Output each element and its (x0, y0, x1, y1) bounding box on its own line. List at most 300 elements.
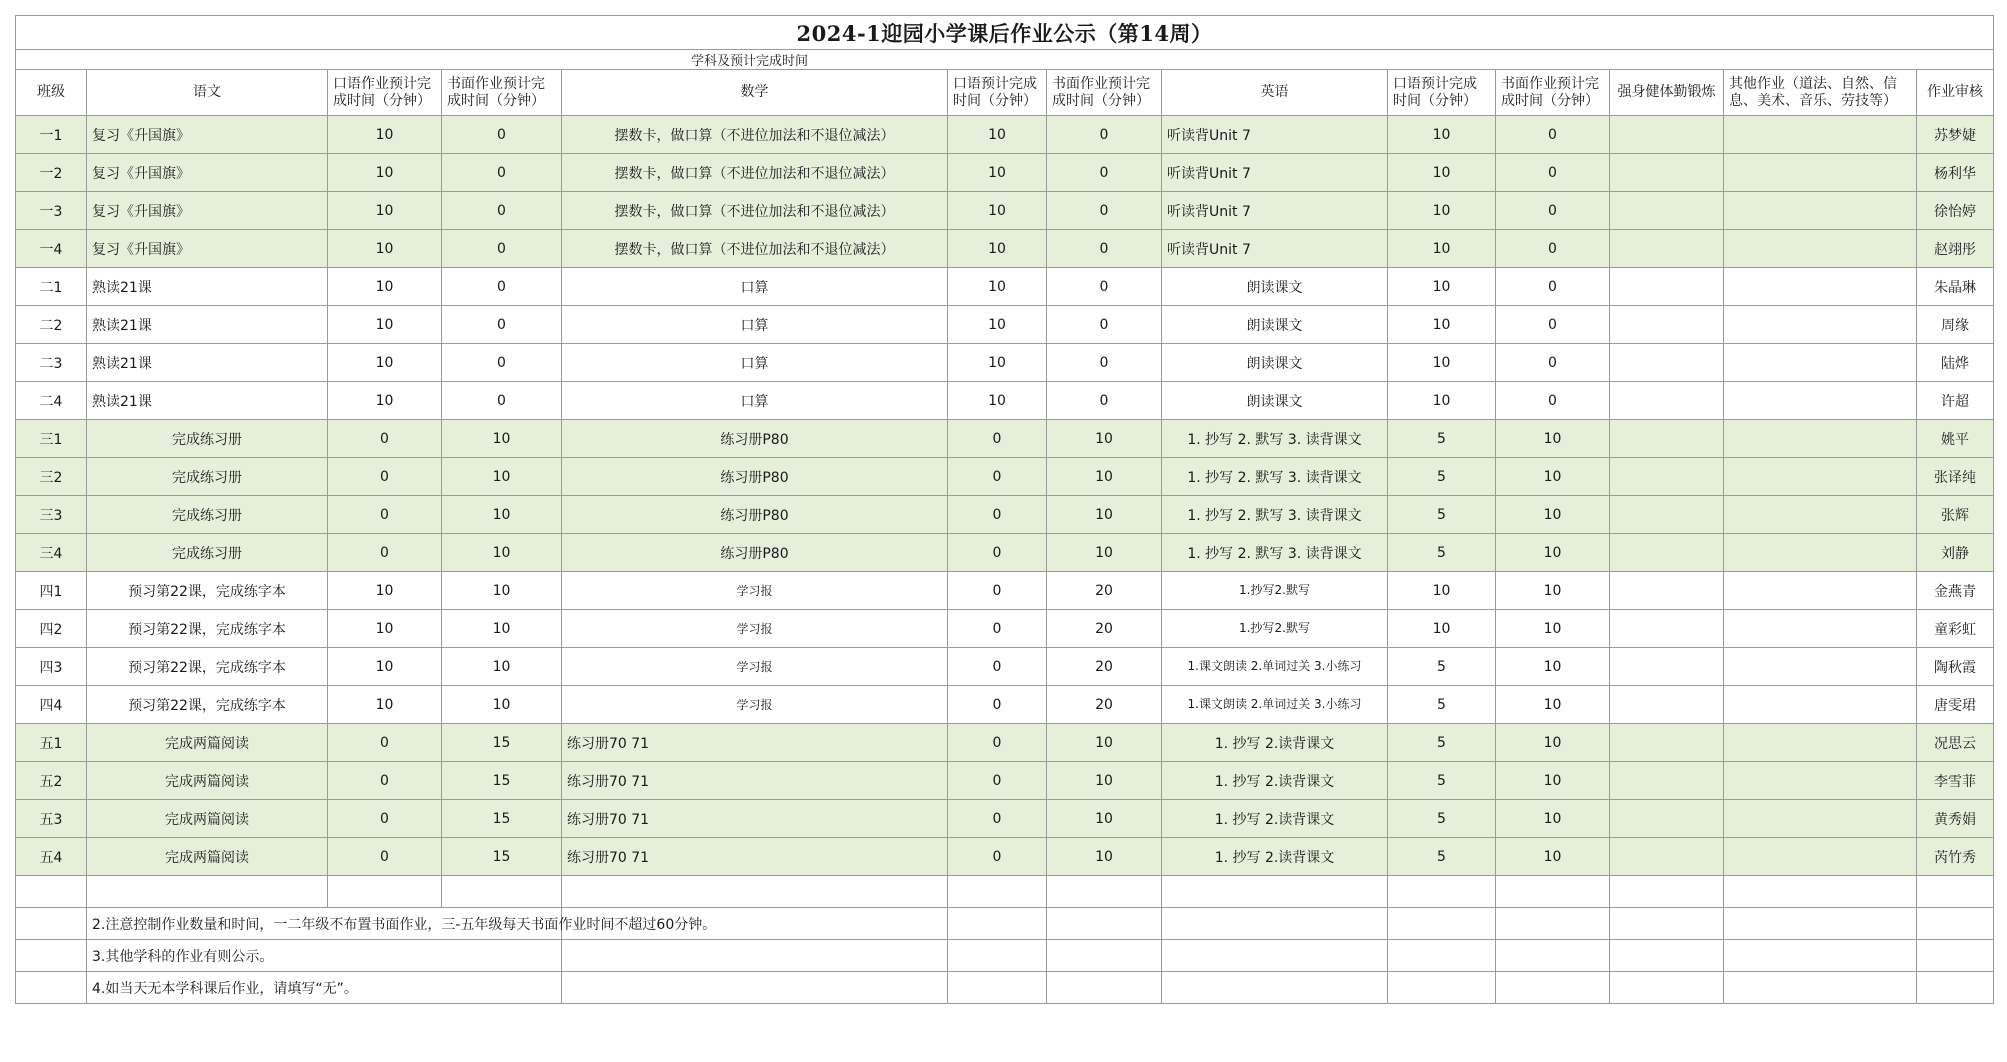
class-cell: 三4 (16, 534, 87, 572)
class-cell: 二4 (16, 382, 87, 420)
note-empty-cell (1496, 940, 1610, 972)
other-cell (1724, 534, 1917, 572)
note-empty-cell (1047, 972, 1162, 1004)
math-cell: 学习报 (562, 686, 948, 724)
class-cell: 二1 (16, 268, 87, 306)
math-oral-cell: 0 (948, 800, 1047, 838)
table-row (16, 534, 1994, 572)
english-written-cell: 10 (1496, 800, 1610, 838)
math-oral-cell: 0 (948, 686, 1047, 724)
header-other: 其他作业（道法、自然、信息、美术、音乐、劳技等） (1724, 70, 1917, 116)
math-cell: 练习册P80 (562, 458, 948, 496)
chinese-written-cell: 10 (442, 610, 562, 648)
blank-cell (87, 876, 328, 908)
other-cell (1724, 268, 1917, 306)
header-english: 英语 (1162, 70, 1388, 116)
chinese-oral-cell: 0 (328, 420, 442, 458)
homework-table (15, 15, 1994, 1004)
note-empty-cell (1388, 940, 1496, 972)
class-cell: 一3 (16, 192, 87, 230)
english-cell: 1. 抄写 2.读背课文 (1162, 724, 1388, 762)
table-row (16, 268, 1994, 306)
reviewer-cell: 姚平 (1917, 420, 1994, 458)
table-row (16, 382, 1994, 420)
english-oral-cell: 10 (1388, 116, 1496, 154)
note-empty-cell (1388, 972, 1496, 1004)
english-oral-cell: 5 (1388, 724, 1496, 762)
math-oral-cell: 0 (948, 762, 1047, 800)
chinese-written-cell: 10 (442, 648, 562, 686)
blank-cell (442, 876, 562, 908)
blank-cell (1610, 876, 1724, 908)
note-empty-cell (1610, 908, 1724, 940)
english-cell: 朗读课文 (1162, 268, 1388, 306)
english-oral-cell: 5 (1388, 458, 1496, 496)
english-written-cell: 0 (1496, 344, 1610, 382)
math-cell: 练习册70 71 (562, 724, 948, 762)
other-cell (1724, 230, 1917, 268)
header-review: 作业审核 (1917, 70, 1994, 116)
note-empty-cell (562, 972, 948, 1004)
math-oral-cell: 0 (948, 724, 1047, 762)
math-written-cell: 10 (1047, 800, 1162, 838)
header-math-written: 书面作业预计完成时间（分钟） (1047, 70, 1162, 116)
reviewer-cell: 李雪菲 (1917, 762, 1994, 800)
header-pe: 强身健体勤锻炼 (1610, 70, 1724, 116)
table-row (16, 116, 1994, 154)
chinese-cell: 完成练习册 (87, 420, 328, 458)
blank-cell (1724, 876, 1917, 908)
math-oral-cell: 0 (948, 610, 1047, 648)
english-oral-cell: 5 (1388, 838, 1496, 876)
english-cell: 1.抄写2.默写 (1162, 610, 1388, 648)
math-written-cell: 20 (1047, 572, 1162, 610)
math-cell: 学习报 (562, 648, 948, 686)
chinese-oral-cell: 10 (328, 610, 442, 648)
class-cell: 四3 (16, 648, 87, 686)
chinese-oral-cell: 10 (328, 344, 442, 382)
pe-cell (1610, 344, 1724, 382)
chinese-oral-cell: 10 (328, 192, 442, 230)
reviewer-cell: 周缘 (1917, 306, 1994, 344)
chinese-cell: 预习第22课，完成练字本 (87, 572, 328, 610)
chinese-oral-cell: 10 (328, 648, 442, 686)
math-cell: 摆数卡，做口算（不进位加法和不退位减法） (562, 192, 948, 230)
math-cell: 练习册P80 (562, 420, 948, 458)
english-oral-cell: 5 (1388, 496, 1496, 534)
table-row (16, 800, 1994, 838)
english-written-cell: 10 (1496, 572, 1610, 610)
english-written-cell: 0 (1496, 306, 1610, 344)
note-spacer (16, 940, 87, 972)
english-oral-cell: 5 (1388, 800, 1496, 838)
header-chinese: 语文 (87, 70, 328, 116)
math-oral-cell: 0 (948, 648, 1047, 686)
chinese-cell: 完成两篇阅读 (87, 724, 328, 762)
note-empty-cell (1047, 908, 1162, 940)
note-text: 2.注意控制作业数量和时间，一二年级不布置书面作业，三-五年级每天书面作业时间不超过60分钟。 (87, 908, 562, 940)
reviewer-cell: 张译纯 (1917, 458, 1994, 496)
math-oral-cell: 10 (948, 382, 1047, 420)
english-cell: 1.课文朗读 2.单词过关 3.小练习 (1162, 686, 1388, 724)
header-math: 数学 (562, 70, 948, 116)
chinese-oral-cell: 0 (328, 800, 442, 838)
note-empty-cell (1162, 940, 1388, 972)
reviewer-cell: 唐雯珺 (1917, 686, 1994, 724)
english-oral-cell: 5 (1388, 534, 1496, 572)
pe-cell (1610, 762, 1724, 800)
chinese-oral-cell: 10 (328, 230, 442, 268)
reviewer-cell: 许超 (1917, 382, 1994, 420)
homework-sheet (15, 15, 1994, 1004)
pe-cell (1610, 382, 1724, 420)
english-written-cell: 0 (1496, 230, 1610, 268)
reviewer-cell: 刘静 (1917, 534, 1994, 572)
class-cell: 三2 (16, 458, 87, 496)
math-written-cell: 10 (1047, 534, 1162, 572)
chinese-oral-cell: 0 (328, 496, 442, 534)
chinese-cell: 熟读21课 (87, 268, 328, 306)
blank-cell (328, 876, 442, 908)
pe-cell (1610, 648, 1724, 686)
math-oral-cell: 10 (948, 344, 1047, 382)
note-empty-cell (1496, 908, 1610, 940)
math-cell: 练习册P80 (562, 496, 948, 534)
class-cell: 五1 (16, 724, 87, 762)
chinese-written-cell: 0 (442, 116, 562, 154)
sheet-title: 2024-1迎园小学课后作业公示（第14周） (16, 16, 1994, 50)
chinese-oral-cell: 0 (328, 458, 442, 496)
english-cell: 1. 抄写 2. 默写 3. 读背课文 (1162, 420, 1388, 458)
pe-cell (1610, 724, 1724, 762)
other-cell (1724, 838, 1917, 876)
chinese-written-cell: 10 (442, 420, 562, 458)
table-row (16, 192, 1994, 230)
chinese-written-cell: 10 (442, 534, 562, 572)
subtitle: 学科及预计完成时间 (16, 50, 1994, 70)
chinese-written-cell: 10 (442, 686, 562, 724)
pe-cell (1610, 572, 1724, 610)
header-math-oral: 口语预计完成时间（分钟） (948, 70, 1047, 116)
english-written-cell: 10 (1496, 686, 1610, 724)
table-row (16, 344, 1994, 382)
reviewer-cell: 赵翊彤 (1917, 230, 1994, 268)
other-cell (1724, 382, 1917, 420)
english-written-cell: 10 (1496, 420, 1610, 458)
table-row (16, 648, 1994, 686)
class-cell: 五3 (16, 800, 87, 838)
chinese-cell: 预习第22课，完成练字本 (87, 610, 328, 648)
note-empty-cell (948, 972, 1047, 1004)
english-written-cell: 0 (1496, 382, 1610, 420)
note-row (16, 908, 1994, 940)
class-cell: 一1 (16, 116, 87, 154)
english-cell: 1.抄写2.默写 (1162, 572, 1388, 610)
header-eng-oral: 口语预计完成时间（分钟） (1388, 70, 1496, 116)
math-oral-cell: 10 (948, 230, 1047, 268)
title-row (16, 16, 1994, 50)
header-written-time: 书面作业预计完成时间（分钟） (442, 70, 562, 116)
english-oral-cell: 10 (1388, 230, 1496, 268)
math-written-cell: 0 (1047, 230, 1162, 268)
chinese-written-cell: 0 (442, 268, 562, 306)
note-empty-cell (1917, 940, 1994, 972)
math-cell: 摆数卡，做口算（不进位加法和不退位减法） (562, 154, 948, 192)
other-cell (1724, 192, 1917, 230)
other-cell (1724, 686, 1917, 724)
math-cell: 学习报 (562, 610, 948, 648)
math-oral-cell: 10 (948, 192, 1047, 230)
reviewer-cell: 朱晶琳 (1917, 268, 1994, 306)
english-oral-cell: 10 (1388, 344, 1496, 382)
chinese-written-cell: 15 (442, 762, 562, 800)
chinese-oral-cell: 0 (328, 724, 442, 762)
chinese-cell: 完成练习册 (87, 458, 328, 496)
class-cell: 三3 (16, 496, 87, 534)
chinese-oral-cell: 10 (328, 268, 442, 306)
chinese-written-cell: 0 (442, 382, 562, 420)
pe-cell (1610, 116, 1724, 154)
pe-cell (1610, 306, 1724, 344)
other-cell (1724, 572, 1917, 610)
chinese-oral-cell: 10 (328, 382, 442, 420)
math-written-cell: 10 (1047, 762, 1162, 800)
english-written-cell: 0 (1496, 116, 1610, 154)
table-row (16, 838, 1994, 876)
english-cell: 1. 抄写 2.读背课文 (1162, 838, 1388, 876)
note-empty-cell (1162, 972, 1388, 1004)
class-cell: 一2 (16, 154, 87, 192)
chinese-written-cell: 0 (442, 306, 562, 344)
note-text: 3.其他学科的作业有则公示。 (87, 940, 562, 972)
math-written-cell: 0 (1047, 344, 1162, 382)
class-cell: 四2 (16, 610, 87, 648)
chinese-written-cell: 15 (442, 724, 562, 762)
english-written-cell: 10 (1496, 838, 1610, 876)
blank-cell (562, 876, 948, 908)
class-cell: 二2 (16, 306, 87, 344)
note-empty-cell (1917, 908, 1994, 940)
english-cell: 听读背Unit 7 (1162, 230, 1388, 268)
english-cell: 1. 抄写 2.读背课文 (1162, 800, 1388, 838)
class-cell: 四4 (16, 686, 87, 724)
english-written-cell: 0 (1496, 154, 1610, 192)
other-cell (1724, 458, 1917, 496)
chinese-cell: 熟读21课 (87, 382, 328, 420)
chinese-cell: 复习《升国旗》 (87, 116, 328, 154)
math-cell: 摆数卡，做口算（不进位加法和不退位减法） (562, 116, 948, 154)
pe-cell (1610, 154, 1724, 192)
chinese-oral-cell: 0 (328, 838, 442, 876)
math-written-cell: 0 (1047, 382, 1162, 420)
table-row (16, 306, 1994, 344)
chinese-oral-cell: 10 (328, 154, 442, 192)
english-oral-cell: 5 (1388, 648, 1496, 686)
math-written-cell: 0 (1047, 192, 1162, 230)
english-oral-cell: 5 (1388, 420, 1496, 458)
subtitle-row (16, 50, 1994, 70)
other-cell (1724, 800, 1917, 838)
math-cell: 学习报 (562, 572, 948, 610)
note-empty-cell (1724, 972, 1917, 1004)
math-cell: 练习册P80 (562, 534, 948, 572)
chinese-oral-cell: 10 (328, 116, 442, 154)
math-cell: 练习册70 71 (562, 838, 948, 876)
table-row (16, 420, 1994, 458)
math-cell: 口算 (562, 268, 948, 306)
class-cell: 五2 (16, 762, 87, 800)
math-oral-cell: 0 (948, 458, 1047, 496)
blank-cell (1917, 876, 1994, 908)
other-cell (1724, 306, 1917, 344)
note-empty-cell (1388, 908, 1496, 940)
header-eng-written: 书面作业预计完成时间（分钟） (1496, 70, 1610, 116)
chinese-cell: 完成两篇阅读 (87, 800, 328, 838)
math-written-cell: 10 (1047, 458, 1162, 496)
math-oral-cell: 0 (948, 572, 1047, 610)
note-empty-cell (1496, 972, 1610, 1004)
blank-cell (1047, 876, 1162, 908)
english-cell: 1. 抄写 2. 默写 3. 读背课文 (1162, 496, 1388, 534)
table-row (16, 572, 1994, 610)
chinese-written-cell: 10 (442, 458, 562, 496)
chinese-written-cell: 15 (442, 800, 562, 838)
note-empty-cell (562, 940, 948, 972)
english-cell: 朗读课文 (1162, 382, 1388, 420)
note-empty-cell (1724, 940, 1917, 972)
pe-cell (1610, 686, 1724, 724)
blank-cell (1388, 876, 1496, 908)
math-oral-cell: 10 (948, 154, 1047, 192)
note-empty-cell (1917, 972, 1994, 1004)
english-cell: 听读背Unit 7 (1162, 192, 1388, 230)
chinese-cell: 复习《升国旗》 (87, 192, 328, 230)
chinese-oral-cell: 0 (328, 762, 442, 800)
chinese-cell: 完成两篇阅读 (87, 762, 328, 800)
chinese-cell: 预习第22课，完成练字本 (87, 686, 328, 724)
math-cell: 练习册70 71 (562, 762, 948, 800)
chinese-cell: 熟读21课 (87, 306, 328, 344)
reviewer-cell: 陶秋霞 (1917, 648, 1994, 686)
math-oral-cell: 0 (948, 420, 1047, 458)
note-row (16, 940, 1994, 972)
chinese-written-cell: 0 (442, 154, 562, 192)
english-oral-cell: 10 (1388, 268, 1496, 306)
math-written-cell: 0 (1047, 116, 1162, 154)
chinese-written-cell: 0 (442, 192, 562, 230)
english-cell: 朗读课文 (1162, 306, 1388, 344)
blank-cell (948, 876, 1047, 908)
math-written-cell: 10 (1047, 838, 1162, 876)
reviewer-cell: 芮竹秀 (1917, 838, 1994, 876)
chinese-oral-cell: 10 (328, 686, 442, 724)
math-cell: 口算 (562, 382, 948, 420)
pe-cell (1610, 458, 1724, 496)
english-cell: 听读背Unit 7 (1162, 116, 1388, 154)
reviewer-cell: 徐怡婷 (1917, 192, 1994, 230)
note-row (16, 972, 1994, 1004)
reviewer-cell: 苏梦婕 (1917, 116, 1994, 154)
math-written-cell: 0 (1047, 154, 1162, 192)
math-written-cell: 0 (1047, 306, 1162, 344)
english-written-cell: 10 (1496, 762, 1610, 800)
math-written-cell: 10 (1047, 420, 1162, 458)
pe-cell (1610, 610, 1724, 648)
reviewer-cell: 金燕青 (1917, 572, 1994, 610)
english-cell: 1.课文朗读 2.单词过关 3.小练习 (1162, 648, 1388, 686)
math-written-cell: 20 (1047, 686, 1162, 724)
class-cell: 二3 (16, 344, 87, 382)
other-cell (1724, 724, 1917, 762)
english-cell: 朗读课文 (1162, 344, 1388, 382)
chinese-written-cell: 10 (442, 572, 562, 610)
blank-cell (1496, 876, 1610, 908)
english-cell: 听读背Unit 7 (1162, 154, 1388, 192)
other-cell (1724, 648, 1917, 686)
pe-cell (1610, 534, 1724, 572)
math-written-cell: 0 (1047, 268, 1162, 306)
chinese-cell: 完成两篇阅读 (87, 838, 328, 876)
class-cell: 一4 (16, 230, 87, 268)
english-written-cell: 10 (1496, 610, 1610, 648)
math-written-cell: 20 (1047, 648, 1162, 686)
table-row (16, 458, 1994, 496)
math-oral-cell: 0 (948, 534, 1047, 572)
reviewer-cell: 杨利华 (1917, 154, 1994, 192)
table-row (16, 724, 1994, 762)
reviewer-cell: 陆烨 (1917, 344, 1994, 382)
chinese-oral-cell: 0 (328, 534, 442, 572)
note-empty-cell (1610, 940, 1724, 972)
blank-cell (16, 876, 87, 908)
note-empty-cell (1162, 908, 1388, 940)
class-cell: 四1 (16, 572, 87, 610)
english-cell: 1. 抄写 2. 默写 3. 读背课文 (1162, 534, 1388, 572)
chinese-cell: 熟读21课 (87, 344, 328, 382)
note-empty-cell (948, 908, 1047, 940)
header-row (16, 70, 1994, 116)
english-oral-cell: 10 (1388, 306, 1496, 344)
english-oral-cell: 10 (1388, 154, 1496, 192)
note-empty-cell (1047, 940, 1162, 972)
english-oral-cell: 10 (1388, 610, 1496, 648)
pe-cell (1610, 800, 1724, 838)
english-written-cell: 10 (1496, 534, 1610, 572)
blank-row (16, 876, 1994, 908)
chinese-written-cell: 15 (442, 838, 562, 876)
chinese-cell: 预习第22课，完成练字本 (87, 648, 328, 686)
english-oral-cell: 5 (1388, 762, 1496, 800)
math-oral-cell: 0 (948, 838, 1047, 876)
chinese-oral-cell: 10 (328, 572, 442, 610)
english-cell: 1. 抄写 2. 默写 3. 读背课文 (1162, 458, 1388, 496)
english-oral-cell: 10 (1388, 382, 1496, 420)
header-class: 班级 (16, 70, 87, 116)
note-spacer (16, 972, 87, 1004)
table-row (16, 686, 1994, 724)
english-written-cell: 0 (1496, 192, 1610, 230)
english-oral-cell: 10 (1388, 192, 1496, 230)
note-spacer (16, 908, 87, 940)
table-row (16, 762, 1994, 800)
chinese-cell: 复习《升国旗》 (87, 230, 328, 268)
math-cell: 口算 (562, 344, 948, 382)
math-written-cell: 10 (1047, 724, 1162, 762)
note-empty-cell (948, 940, 1047, 972)
english-written-cell: 10 (1496, 648, 1610, 686)
english-written-cell: 10 (1496, 496, 1610, 534)
pe-cell (1610, 268, 1724, 306)
